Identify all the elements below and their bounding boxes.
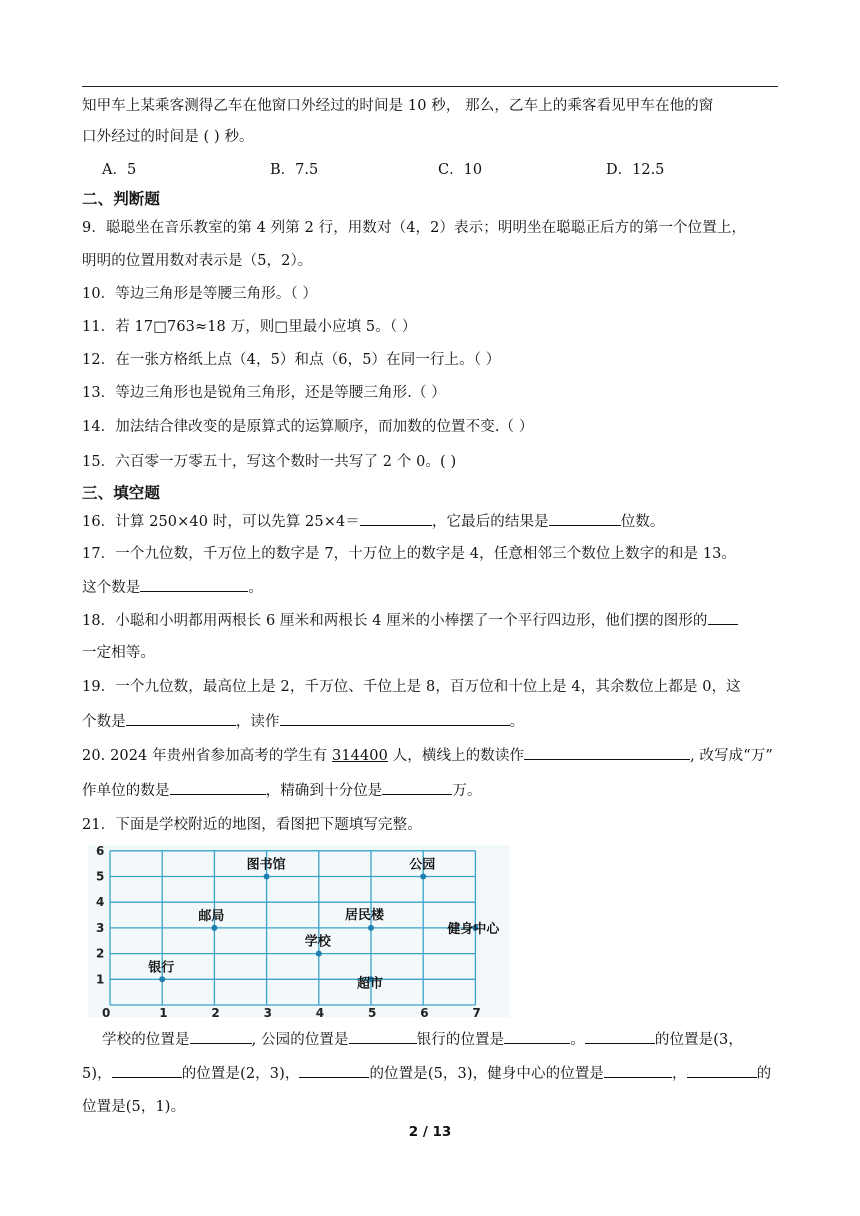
answer-blank[interactable] <box>524 745 690 760</box>
q20-line2 <box>82 780 482 801</box>
answer-blank[interactable] <box>170 780 266 795</box>
q8-option-c: C．10 <box>438 162 483 178</box>
map-point-label: 居民楼 <box>345 907 385 923</box>
map-point-label: 公园 <box>409 857 436 873</box>
x-tick-label: 0 <box>102 1006 111 1017</box>
answer-blank[interactable] <box>687 1063 757 1078</box>
answer-blank[interactable] <box>299 1063 369 1078</box>
q15: 15．六百零一万零五十，写这个数时一共写了 2 个 0。( ) <box>82 454 457 470</box>
q8-option-a: A．5 <box>102 162 137 178</box>
q20-text-b: 人，横线上的数读作 <box>387 748 525 764</box>
q21-text-6: 5)， <box>82 1066 112 1082</box>
y-tick-label: 2 <box>96 946 105 961</box>
q19-line2 <box>82 711 524 732</box>
map-point-label: 超市 <box>357 976 384 992</box>
q10: 10．等边三角形是等腰三角形。（ ） <box>82 286 318 302</box>
q17-line2 <box>82 577 263 598</box>
answer-blank[interactable] <box>604 1063 672 1078</box>
q21-text-8: 的位置是(5，3)，健身中心的位置是 <box>369 1066 605 1082</box>
map-point <box>316 951 322 957</box>
page-number: 2 / 13 <box>408 1124 452 1140</box>
q21-text-4: 。 <box>570 1032 585 1048</box>
answer-blank[interactable] <box>585 1029 655 1044</box>
map-point-label: 图书馆 <box>246 857 286 873</box>
q21-text-1: 学校的位置是 <box>102 1032 190 1048</box>
q16-text-b: ，它最后的结果是 <box>431 514 549 530</box>
q14: 14．加法结合律改变的是原算式的运算顺序，而加数的位置不变.（ ） <box>82 419 534 435</box>
q9-line1: 9．聪聪坐在音乐教室的第 4 列第 2 行，用数对（4，2）表示；明明坐在聪聪正后方的第一个位置上， <box>82 220 747 236</box>
q17-text-b: 。 <box>248 580 264 596</box>
q18-line1 <box>82 610 738 631</box>
q18-text: 18．小聪和小明都用两根长 6 厘米和两根长 4 厘米的小棒摆了一个平行四边形，他们摆的图形的 <box>82 613 708 629</box>
q8-line1: 知甲车上某乘客测得乙车在他窗口外经过的时间是 10 秒， 那么，乙车上的乘客看见甲车在他的窗 <box>82 98 714 114</box>
q21-line4: 位置是(5，1)。 <box>82 1099 186 1115</box>
q19-text-a: 个数是 <box>82 714 126 730</box>
q13: 13．等边三角形也是锐角三角形，还是等腰三角形.（ ） <box>82 385 446 401</box>
q11: 11．若 17□763≈18 万，则□里最小应填 5。（ ） <box>82 319 417 335</box>
q20-text-c: , 改写成“万” <box>690 748 773 764</box>
answer-blank[interactable] <box>190 1029 252 1044</box>
map-point-label: 邮局 <box>198 908 225 924</box>
x-tick-label: 5 <box>368 1006 377 1017</box>
x-tick-label: 1 <box>159 1006 168 1017</box>
q21-line1: 21．下面是学校附近的地图，看图把下题填写完整。 <box>82 817 422 833</box>
map-point <box>420 874 426 880</box>
q9-line2: 明明的位置用数对表示是（5，2）。 <box>82 253 313 269</box>
q20-line1 <box>82 745 773 766</box>
x-tick-label: 2 <box>211 1006 220 1017</box>
section-title-fill: 三、填空题 <box>82 484 161 502</box>
q20-text-d: 作单位的数是 <box>82 783 170 799</box>
map-point-label: 银行 <box>148 960 175 976</box>
answer-blank[interactable] <box>549 511 621 526</box>
q21-text-5: 的位置是(3， <box>654 1032 743 1048</box>
q8-option-d: D．12.5 <box>606 162 665 178</box>
map-point <box>211 925 217 931</box>
map-point <box>264 874 270 880</box>
y-tick-label: 1 <box>96 972 105 987</box>
q21-text-7: 的位置是(2，3)， <box>181 1066 300 1082</box>
q12: 12．在一张方格纸上点（4，5）和点（6，5）在同一行上。（ ） <box>82 352 501 368</box>
answer-blank[interactable] <box>126 711 236 726</box>
q21-line2 <box>102 1029 743 1050</box>
q8-option-b: B．7.5 <box>270 162 319 178</box>
x-tick-label: 7 <box>472 1006 481 1017</box>
answer-blank[interactable] <box>280 711 510 726</box>
y-tick-label: 4 <box>96 895 105 910</box>
q20-text-f: 万。 <box>452 783 482 799</box>
q21-line3 <box>82 1063 771 1084</box>
q18-line2: 一定相等。 <box>82 645 155 661</box>
x-tick-label: 3 <box>263 1006 272 1017</box>
q16-text-c: 位数。 <box>620 514 665 530</box>
q19-text-c: 。 <box>509 714 525 730</box>
y-tick-label: 5 <box>96 869 105 884</box>
map-point <box>159 976 165 982</box>
q20-text-e: ，精确到十分位是 <box>265 783 383 799</box>
q21-text-9: ， <box>672 1066 687 1082</box>
map-point <box>368 925 374 931</box>
q8-line2: 口外经过的时间是 ( ) 秒。 <box>82 129 254 145</box>
x-tick-label: 6 <box>420 1006 429 1017</box>
q16 <box>82 511 665 532</box>
q17-line1: 17．一个九位数，千万位上的数字是 7，十万位上的数字是 4，任意相邻三个数位上数字的和是 13。 <box>82 546 737 562</box>
answer-blank[interactable] <box>112 1063 182 1078</box>
answer-blank[interactable] <box>140 577 248 592</box>
section-title-judgement: 二、判断题 <box>82 190 161 208</box>
map-point-label: 健身中心 <box>447 921 500 937</box>
x-tick-label: 4 <box>315 1006 325 1017</box>
y-tick-label: 6 <box>96 845 105 858</box>
q21-text-10: 的 <box>756 1066 772 1082</box>
answer-blank[interactable] <box>708 610 738 625</box>
top-rule <box>82 86 778 87</box>
q17-text-a: 这个数是 <box>82 580 141 596</box>
school-area-map <box>88 845 510 1017</box>
q19-text-b: ，读作 <box>235 714 280 730</box>
answer-blank[interactable] <box>360 511 432 526</box>
q16-text-a: 16．计算 250×40 时，可以先算 25×4＝ <box>82 514 360 530</box>
answer-blank[interactable] <box>504 1029 570 1044</box>
map-point-label: 学校 <box>304 934 331 950</box>
q20-text-a: 20. 2024 年贵州省参加高考的学生有 <box>82 748 332 764</box>
q20-number: 314400 <box>332 748 388 764</box>
q21-text-3: 银行的位置是 <box>416 1032 505 1048</box>
y-tick-label: 3 <box>96 920 105 935</box>
answer-blank[interactable] <box>382 780 452 795</box>
q21-text-2: , 公园的位置是 <box>251 1032 349 1048</box>
q19-line1: 19．一个九位数，最高位上是 2，千万位、千位上是 8，百万位和十位上是 4，其余数位上都是 0，这 <box>82 679 741 695</box>
answer-blank[interactable] <box>349 1029 417 1044</box>
